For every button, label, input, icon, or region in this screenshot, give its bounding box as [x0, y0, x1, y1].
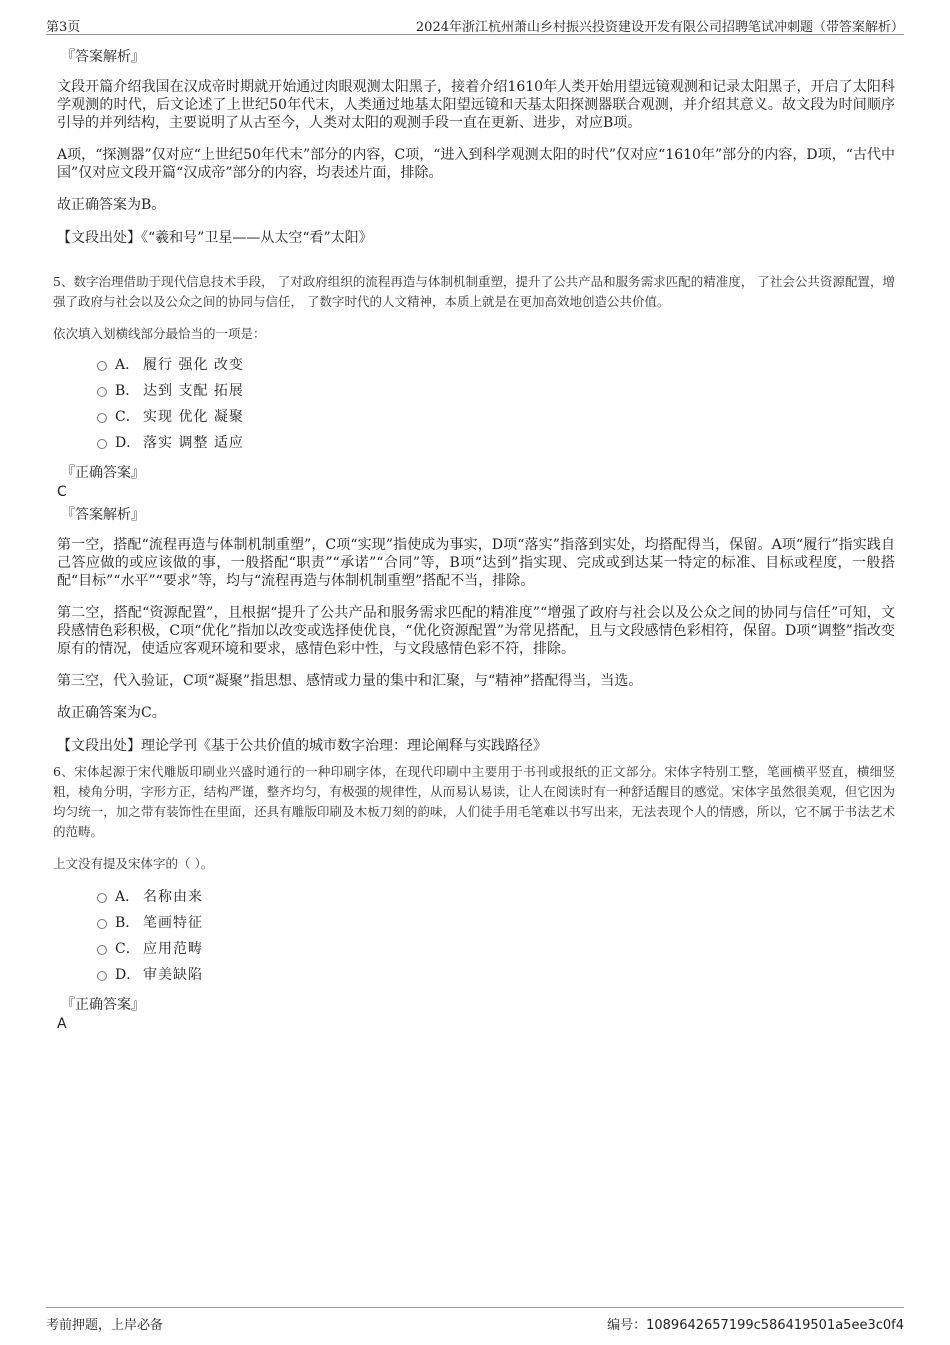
page-footer [46, 1307, 904, 1333]
document-title: 2024年浙江杭州萧山乡村振兴投资建设开发有限公司招聘笔试冲刺题（带答案解析） [415, 20, 904, 35]
q5-option-d[interactable]: D． 落实 调整 适应 [57, 430, 895, 456]
radio-icon[interactable] [97, 413, 107, 423]
q5-analysis-paragraph-3: 第三空，代入验证，C项“凝聚”指思想、感情或力量的集中和汇聚，与“精神”搭配得当，当选。 [57, 673, 643, 689]
document-id: 编号：1089642657199c586419501a5ee3c0f4 [607, 1318, 904, 1333]
page-header [46, 14, 904, 35]
radio-icon[interactable] [97, 387, 107, 397]
q6-option-a[interactable]: A． 名称由来 [57, 884, 895, 910]
q5-answer: C [57, 484, 67, 500]
radio-icon[interactable] [97, 893, 107, 903]
q6-stem: 6、宋体起源于宋代雕版印刷业兴盛时通行的一种印刷字体，在现代印刷中主要用于书刊或报纸的正文部分。宋体字特别工整，笔画横平竖直，横细竖粗，棱角分明，字形方正，结构严谨，整齐均匀，有极强的规律性，从而易认易读，让人在阅读时有一种舒适醒目的感觉。宋体字虽然很美观，但它因为均匀统一，加之带有装饰性在里面，还具有雕版印刷及木板刀刻的韵味，人们徒手用毛笔难以书写出来，无法表现个人的情感，所以，它不属于书法艺术的范畴。 [53, 764, 895, 839]
q5-option-c[interactable]: C． 实现 优化 凝聚 [57, 404, 895, 430]
radio-icon[interactable] [97, 361, 107, 371]
q6-section [53, 762, 895, 1032]
q4-analysis-paragraph-1: 文段开篇介绍我国在汉成帝时期就开始通过肉眼观测太阳黑子，接着介绍1610年人类开始用望远镜观测和记录太阳黑子，开启了太阳科学观测的时代，后文论述了上世纪50年代末，人类通过地基太阳望远镜和天基太阳探测器联合观测，并介绍其意义。故文段为时间顺序引导的并列结构，主要说明了从古至今，人类对太阳的观测手段一直在更新、进步，对应B项。 [57, 79, 895, 131]
q5-section [53, 272, 895, 756]
q4-analysis-paragraph-3: 故正确答案为B。 [57, 197, 166, 213]
document-body [53, 46, 895, 1032]
q6-answer-label: 『正确答案』 [61, 997, 145, 1013]
footer-slogan: 考前押题，上岸必备 [46, 1318, 164, 1333]
q6-option-c[interactable]: C． 应用范畴 [57, 936, 895, 962]
radio-icon[interactable] [97, 971, 107, 981]
radio-icon[interactable] [97, 439, 107, 449]
radio-icon[interactable] [97, 945, 107, 955]
q4-analysis-label: 『答案解析』 [61, 49, 145, 65]
q6-answer: A [57, 1016, 67, 1032]
q5-option-b[interactable]: B． 达到 支配 拓展 [57, 378, 895, 404]
q5-source: 【文段出处】理论学刊《基于公共价值的城市数字治理：理论阐释与实践路径》 [57, 738, 547, 754]
q5-analysis-paragraph-2: 第二空，搭配“资源配置”，且根据“提升了公共产品和服务需求匹配的精准度”“增强了政府与社会以及公众之间的协同与信任”可知，文段感情色彩积极，C项“优化”指加以改变或选择使优良，“优化资源配置”为常见搭配，且与文段感情色彩相符，保留。D项“调整”指改变原有的情况，使适应客观环境和要求，感情色彩中性，与文段感情色彩不符，排除。 [57, 605, 895, 657]
q6-prompt: 上文没有提及宋体字的（ ）。 [53, 856, 214, 871]
q4-source: 【文段出处】《“羲和号”卫星——从太空“看”太阳》 [57, 230, 373, 246]
radio-icon[interactable] [97, 919, 107, 929]
page-number: 第3页 [46, 20, 81, 35]
q5-option-a[interactable]: A． 履行 强化 改变 [57, 352, 895, 378]
q4-analysis-section [57, 46, 895, 248]
q5-analysis-paragraph-4: 故正确答案为C。 [57, 705, 166, 721]
q5-stem: 5、数字治理借助于现代信息技术手段， 了对政府组织的流程再造与体制机制重塑，提升了公共产品和服务需求匹配的精准度， 了社会公共资源配置，增强了政府与社会以及公众之间的协同与信任， 了数字时代的人文精神，本质上就是在更加高效地创造公共价值。 [53, 274, 895, 309]
q5-answer-label: 『正确答案』 [61, 465, 145, 481]
q5-analysis-paragraph-1: 第一空，搭配“流程再造与体制机制重塑”，C项“实现”指使成为事实，D项“落实”指落到实处，均搭配得当，保留。A项“履行”指实践自己答应做的或应该做的事，一般搭配“职责”“承诺”“合同”等，B项“达到”指实现、完成或到达某一特定的标准、目标或程度，一般搭配“目标”“水平”“要求”等，均与“流程再造与体制机制重塑”搭配不当，排除。 [57, 537, 895, 589]
q5-options [57, 352, 895, 456]
q6-option-b[interactable]: B． 笔画特征 [57, 910, 895, 936]
q5-analysis-label: 『答案解析』 [61, 507, 145, 523]
q5-prompt: 依次填入划横线部分最恰当的一项是： [53, 326, 266, 341]
q4-analysis-paragraph-2: A项，“探测器”仅对应“上世纪50年代末”部分的内容，C项，“进入到科学观测太阳的时代”仅对应“1610年”部分的内容，D项，“古代中国”仅对应文段开篇“汉成帝”部分的内容，均表述片面，排除。 [57, 147, 895, 181]
q6-option-d[interactable]: D． 审美缺陷 [57, 962, 895, 988]
q6-options [57, 884, 895, 988]
